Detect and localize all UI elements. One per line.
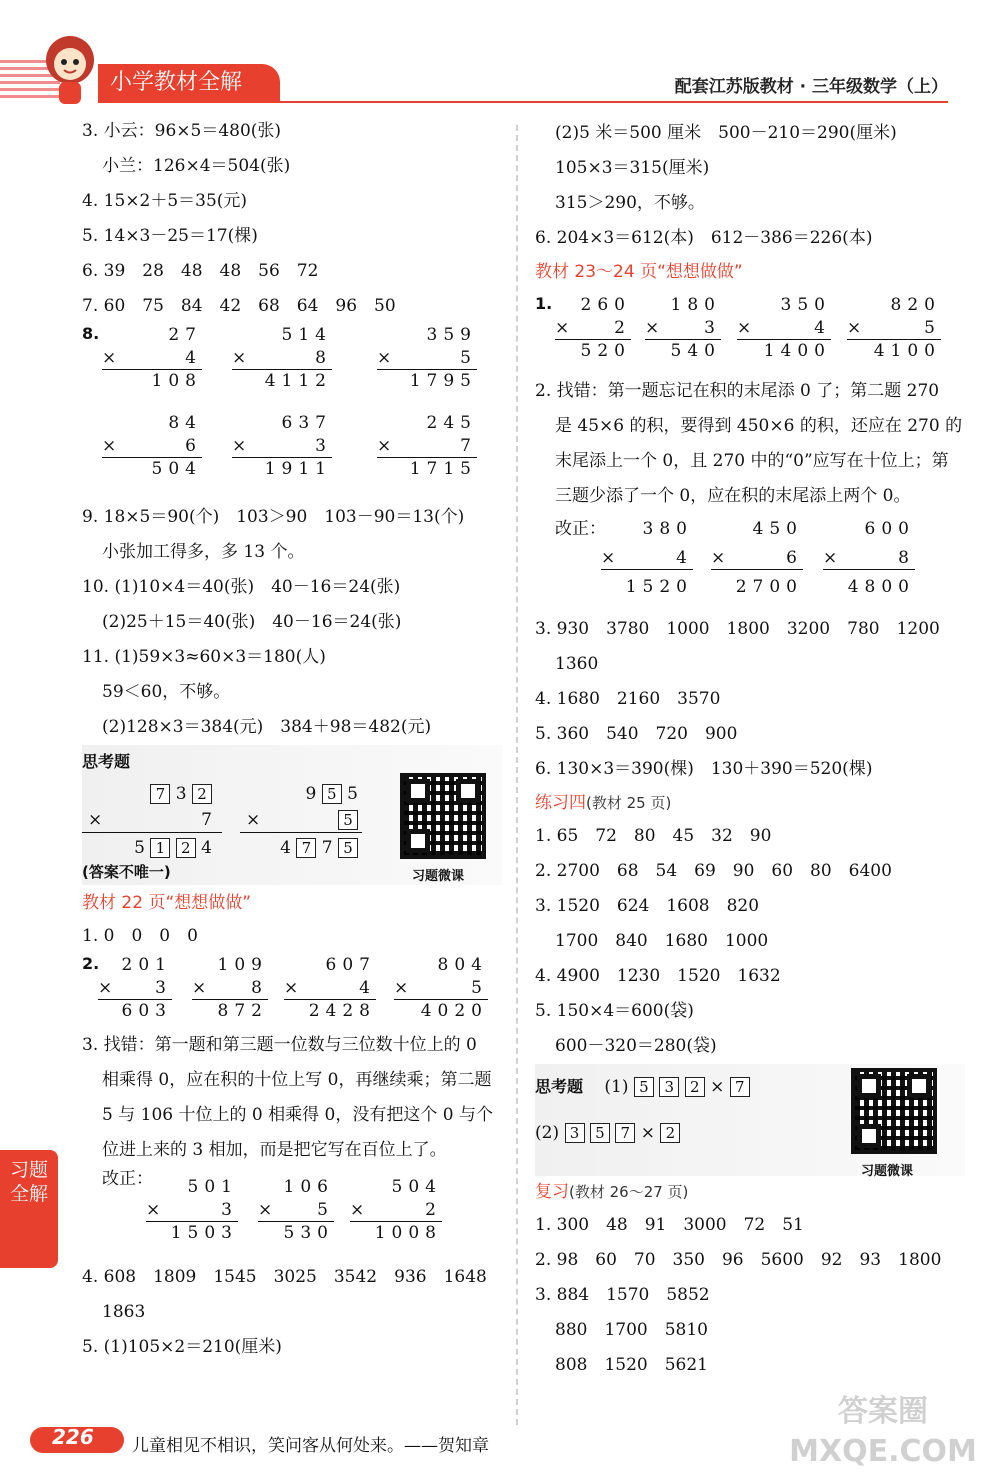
digit: 9 <box>305 784 317 804</box>
answer-line: 11. (1)59×3≈60×3＝180(人) <box>82 647 326 667</box>
item-number: 8. <box>82 324 100 343</box>
part-label: (1) <box>604 1077 629 1097</box>
answer-line: 小兰：126×4＝504(张) <box>102 156 291 176</box>
qr-finder <box>406 829 430 853</box>
item-number: 2. <box>82 954 100 973</box>
digit-box: 2 <box>176 838 196 858</box>
answer-line: 1. 0 0 0 0 <box>82 926 198 946</box>
mascot-icon <box>35 32 105 108</box>
qr-finder <box>406 779 430 803</box>
answer-line: 880 1700 5810 <box>555 1320 708 1340</box>
multiplier: 4 <box>185 348 202 368</box>
answer-line: (2)25＋15＝40(张) 40－16＝24(张) <box>102 612 402 632</box>
multiplier-row <box>555 317 631 340</box>
multiplier: 4 <box>814 318 831 338</box>
answer-line: 是 45×6 的积，要得到 450×6 的积，还应在 270 的 <box>555 416 963 436</box>
multiplicand: 245 <box>426 413 477 433</box>
multiplier: 5 <box>317 1200 334 1220</box>
times-sign: × <box>640 1123 655 1143</box>
multiplicand: 450 <box>752 519 803 539</box>
answer-line: 3. 884 1570 5852 <box>535 1285 710 1305</box>
digit-box: 5 <box>322 784 342 804</box>
digit-box: 2 <box>192 784 212 804</box>
digit-box: 5 <box>338 810 358 830</box>
column-divider <box>516 125 518 1425</box>
times-sign: × <box>377 348 392 368</box>
multiplier-row <box>711 547 803 570</box>
section-heading <box>535 1176 965 1208</box>
digit-box: 5 <box>338 838 358 858</box>
multiplier: 6 <box>786 548 803 568</box>
answer-line: 5. (1)105×2＝210(厘米) <box>82 1337 282 1357</box>
answer-line: 2. 找错：第一题忘记在积的末尾添 0 了；第二题 270 <box>535 381 940 401</box>
answer-line: 1360 <box>555 654 599 674</box>
section-title: 练习四 <box>535 793 586 813</box>
vertical-calc-group <box>82 954 502 1028</box>
answer-line: 三题少添了一个 0，应在积的末尾添上两个 0。 <box>555 486 911 506</box>
multiplier: 5 <box>471 978 488 998</box>
product: 1715 <box>409 459 477 479</box>
times-sign: × <box>284 978 299 998</box>
times-sign: × <box>146 1200 161 1220</box>
digit: 7 <box>321 838 333 858</box>
page-header <box>0 0 1000 112</box>
times-sign: × <box>823 548 838 568</box>
multiplier: 7 <box>460 436 477 456</box>
digit-puzzle <box>82 781 222 863</box>
product: 1400 <box>763 341 831 361</box>
correction-group <box>82 1168 502 1260</box>
part-label: (2) <box>535 1123 560 1143</box>
answer-line: 6. 39 28 48 48 56 72 <box>82 261 319 281</box>
digit: 3 <box>175 784 187 804</box>
multiplicand: 359 <box>426 325 477 345</box>
product: 4112 <box>264 371 332 391</box>
section-page-ref: (教材 25 页) <box>586 794 672 812</box>
times-sign: × <box>232 436 247 456</box>
multiplicand: 501 <box>187 1177 238 1197</box>
side-tab-label: 习题全解 <box>9 1159 48 1205</box>
item-number: 1. <box>535 294 553 313</box>
multiplicand: 260 <box>580 295 631 315</box>
answer-line: 9. 18×5＝90(个) 103＞90 103－90＝13(个) <box>82 507 465 527</box>
answer-line: 4. 4900 1230 1520 1632 <box>535 966 781 986</box>
multiplier: 3 <box>221 1200 238 1220</box>
qr-finder <box>907 1074 931 1098</box>
multiplier: 6 <box>185 436 202 456</box>
thinking-row <box>535 1120 680 1146</box>
product: 520 <box>580 341 631 361</box>
multiplier: 3 <box>155 978 172 998</box>
multiplier-row <box>192 977 268 1000</box>
vertical-calc <box>284 954 376 1023</box>
vertical-calc <box>258 1176 334 1245</box>
answer-line: 7. 60 75 84 42 68 64 96 50 <box>82 296 396 316</box>
thinking-title: 思考题 <box>82 752 131 771</box>
watermark: 答案圈 MXQE.COM <box>789 1394 977 1469</box>
product: 530 <box>283 1223 334 1243</box>
times-sign: × <box>394 978 409 998</box>
section-page-ref: (教材 26～27 页) <box>569 1183 689 1201</box>
answer-line: 315＞290，不够。 <box>555 193 705 213</box>
answer-line: 1. 300 48 91 3000 72 51 <box>535 1215 804 1235</box>
multiplier-row <box>98 977 172 1000</box>
multiplier-row <box>232 347 332 370</box>
answer-line: 59＜60，不够。 <box>102 682 231 702</box>
multiplier-row <box>377 347 477 370</box>
answer-line: 6. 130×3＝390(棵) 130＋390＝520(棵) <box>535 759 873 779</box>
multiplicand: 350 <box>780 295 831 315</box>
correction-label: 改正： <box>102 1169 153 1189</box>
vertical-calc <box>232 324 332 393</box>
digit-box: 1 <box>150 838 170 858</box>
thinking-row <box>535 1074 750 1100</box>
vertical-calc <box>98 954 172 1023</box>
times-sign: × <box>377 436 392 456</box>
answer-line: 4. 15×2＋5＝35(元) <box>82 191 248 211</box>
qr-finder <box>456 779 480 803</box>
multiplier: 3 <box>704 318 721 338</box>
multiplier-row <box>350 1199 442 1222</box>
vertical-calc-group <box>82 324 502 412</box>
vertical-calc <box>645 294 721 363</box>
multiplier: 2 <box>614 318 631 338</box>
answer-line: 相乘得 0，应在积的十位上写 0，再继续乘；第二题 <box>102 1070 492 1090</box>
multiplier: 2 <box>425 1200 442 1220</box>
times-sign: × <box>601 548 616 568</box>
product: 4800 <box>847 577 915 597</box>
answer-line: 4. 608 1809 1545 3025 3542 936 1648 <box>82 1267 487 1287</box>
vertical-calc <box>847 294 941 363</box>
multiplicand: 84 <box>168 413 202 433</box>
product: 504 <box>151 459 202 479</box>
times-sign: × <box>258 1200 273 1220</box>
thinking-question-box <box>82 745 502 885</box>
times-sign: × <box>102 436 117 456</box>
answer-line: 105×3＝315(厘米) <box>555 158 710 178</box>
section-heading: 教材 23～24 页“想想做做” <box>535 262 743 282</box>
digit: 4 <box>280 838 291 858</box>
vertical-calc <box>102 324 202 393</box>
multiplicand: 109 <box>217 955 268 975</box>
answer-line: (2)5 米＝500 厘米 500－210＝290(厘米) <box>555 123 897 143</box>
digit: 5 <box>347 784 358 804</box>
vertical-calc-group <box>82 412 502 500</box>
multiplicand: 504 <box>391 1177 442 1197</box>
product: 603 <box>121 1001 172 1021</box>
multiplicand: 106 <box>283 1177 334 1197</box>
times-sign: × <box>711 548 726 568</box>
answer-line: 末尾添上一个 0，且 270 中的“0”应写在十位上；第 <box>555 451 949 471</box>
times-sign: × <box>710 1077 725 1097</box>
vertical-calc <box>146 1176 238 1245</box>
answer-line: 位进上来的 3 相加，而是把它写在百位上了。 <box>102 1140 447 1160</box>
answer-line: 2. 98 60 70 350 96 5600 92 93 1800 <box>535 1250 942 1270</box>
multiplicand: 514 <box>281 325 332 345</box>
vertical-calc <box>711 518 803 599</box>
digit-box: 2 <box>685 1077 705 1097</box>
multiplier-row <box>847 317 941 340</box>
digit-box: 7 <box>615 1123 635 1143</box>
product: 4020 <box>420 1001 488 1021</box>
multiplicand: 600 <box>864 519 915 539</box>
product: 108 <box>151 371 202 391</box>
times-sign: × <box>232 348 247 368</box>
qr-label: 习题微课 <box>861 1164 914 1179</box>
multiplicand: 380 <box>642 519 693 539</box>
digit-box: 3 <box>565 1123 585 1143</box>
product: 4100 <box>873 341 941 361</box>
times-sign: × <box>847 318 862 338</box>
left-column <box>82 112 502 1365</box>
qr-finder <box>857 1124 881 1148</box>
answer-line: 4. 1680 2160 3570 <box>535 689 721 709</box>
digit-box: 3 <box>659 1077 679 1097</box>
digit-box: 2 <box>660 1123 680 1143</box>
multiplier: 4 <box>676 548 693 568</box>
vertical-calc <box>192 954 268 1023</box>
multiplier-row <box>146 1199 238 1222</box>
product: 1911 <box>264 459 332 479</box>
multiplicand: 820 <box>890 295 941 315</box>
qr-code-icon[interactable] <box>851 1068 937 1154</box>
multiplicand: 180 <box>670 295 721 315</box>
multiplier-row <box>102 435 202 458</box>
vertical-calc <box>394 954 488 1023</box>
product: 872 <box>217 1001 268 1021</box>
vertical-calc <box>102 412 202 481</box>
answer-line: 5 与 106 十位上的 0 相乘得 0，没有把这个 0 与个 <box>102 1105 493 1125</box>
product: 2700 <box>735 577 803 597</box>
multiplicand: 637 <box>281 413 332 433</box>
section-title: 复习 <box>535 1182 569 1202</box>
answer-line: 1. 65 72 80 45 32 90 <box>535 826 772 846</box>
product: 1503 <box>170 1223 238 1243</box>
answer-line: 3. 1520 624 1608 820 <box>535 896 760 916</box>
times-sign: × <box>350 1200 365 1220</box>
multiplier-row <box>258 1199 334 1222</box>
product: 1520 <box>625 577 693 597</box>
answer-line: 3. 930 3780 1000 1800 3200 780 1200 <box>535 619 940 639</box>
correction-label: 改正： <box>555 519 606 539</box>
multiplier-row <box>377 435 477 458</box>
vertical-calc <box>232 412 332 481</box>
footer-quote: 儿童相见不相识，笑问客从何处来。——贺知章 <box>132 1436 489 1456</box>
times-sign: × <box>98 978 113 998</box>
vertical-calc <box>737 294 831 363</box>
digit-box: 5 <box>634 1077 654 1097</box>
multiplier: 4 <box>359 978 376 998</box>
digit-box: 5 <box>590 1123 610 1143</box>
multiplier: 8 <box>315 348 332 368</box>
answer-line: 5. 150×4＝600(袋) <box>535 1001 694 1021</box>
vertical-calc <box>555 294 631 363</box>
answer-line: 10. (1)10×4＝40(张) 40－16＝24(张) <box>82 577 401 597</box>
times-sign: × <box>88 810 103 830</box>
times-sign: × <box>555 318 570 338</box>
series-title: 配套江苏版教材 · 三年级数学（上） <box>674 77 948 97</box>
multiplier: 3 <box>315 436 332 456</box>
answer-line: 2. 2700 68 54 69 90 60 80 6400 <box>535 861 892 881</box>
times-sign: × <box>192 978 207 998</box>
multiplier-row <box>284 977 376 1000</box>
thinking-title: 思考题 <box>535 1077 584 1096</box>
answer-line: 3. 小云：96×5＝480(张) <box>82 121 282 141</box>
multiplier: 5 <box>460 348 477 368</box>
digit-puzzle <box>240 781 362 863</box>
multiplier-row <box>645 317 721 340</box>
answer-line: 600－320＝280(袋) <box>555 1036 717 1056</box>
vertical-calc <box>823 518 915 599</box>
multiplier-row <box>737 317 831 340</box>
answer-line: 808 1520 5621 <box>555 1355 708 1375</box>
answer-note: (答案不唯一) <box>82 863 171 881</box>
multiplier-row <box>232 435 332 458</box>
page-number: 226 <box>52 1425 94 1449</box>
digit: 5 <box>134 838 145 858</box>
section-heading <box>535 787 965 819</box>
answer-line: 1700 840 1680 1000 <box>555 931 769 951</box>
brand-title: 小学教材全解 <box>98 64 280 102</box>
answer-line: 1863 <box>102 1302 146 1322</box>
digit-box: 7 <box>730 1077 750 1097</box>
times-sign: × <box>102 348 117 368</box>
multiplicand: 607 <box>325 955 376 975</box>
qr-code-icon[interactable] <box>400 773 486 859</box>
digit-box: 7 <box>296 838 316 858</box>
times-sign: × <box>645 318 660 338</box>
side-tab <box>0 1150 58 1268</box>
correction-group <box>535 514 965 612</box>
multiplier-row <box>394 977 488 1000</box>
qr-label: 习题微课 <box>412 869 465 884</box>
multiplicand: 804 <box>437 955 488 975</box>
multiplier-row <box>823 547 915 570</box>
right-column <box>535 112 965 1383</box>
answer-line: 3. 找错：第一题和第三题一位数与三位数十位上的 0 <box>82 1035 477 1055</box>
thinking-question-box <box>535 1064 965 1179</box>
vertical-calc <box>377 412 477 481</box>
digit-box: 7 <box>150 784 170 804</box>
product: 540 <box>670 341 721 361</box>
multiplier: 8 <box>898 548 915 568</box>
times-sign: × <box>737 318 752 338</box>
product: 1008 <box>374 1223 442 1243</box>
digit: 7 <box>201 810 212 830</box>
page-footer <box>0 1423 1000 1463</box>
multiplier-row <box>102 347 202 370</box>
vertical-calc <box>601 518 693 599</box>
answer-line: 5. 360 540 720 900 <box>535 724 738 744</box>
header-rule <box>98 101 948 103</box>
answer-line: (2)128×3＝384(元) 384＋98＝482(元) <box>102 717 432 737</box>
digit: 4 <box>201 838 212 858</box>
multiplier: 8 <box>251 978 268 998</box>
multiplicand: 201 <box>121 955 172 975</box>
answer-line: 小张加工得多，多 13 个。 <box>102 542 305 562</box>
multiplicand: 27 <box>168 325 202 345</box>
answer-line: 6. 204×3＝612(本) 612－386＝226(本) <box>535 228 873 248</box>
times-sign: × <box>246 810 261 830</box>
answer-line: 5. 14×3－25＝17(棵) <box>82 226 258 246</box>
vertical-calc-group <box>535 294 965 374</box>
multiplier-row <box>601 547 693 570</box>
section-heading: 教材 22 页“想想做做” <box>82 893 252 913</box>
vertical-calc <box>350 1176 442 1245</box>
qr-finder <box>857 1074 881 1098</box>
vertical-calc <box>377 324 477 393</box>
product: 1795 <box>409 371 477 391</box>
multiplier: 5 <box>924 318 941 338</box>
product: 2428 <box>308 1001 376 1021</box>
